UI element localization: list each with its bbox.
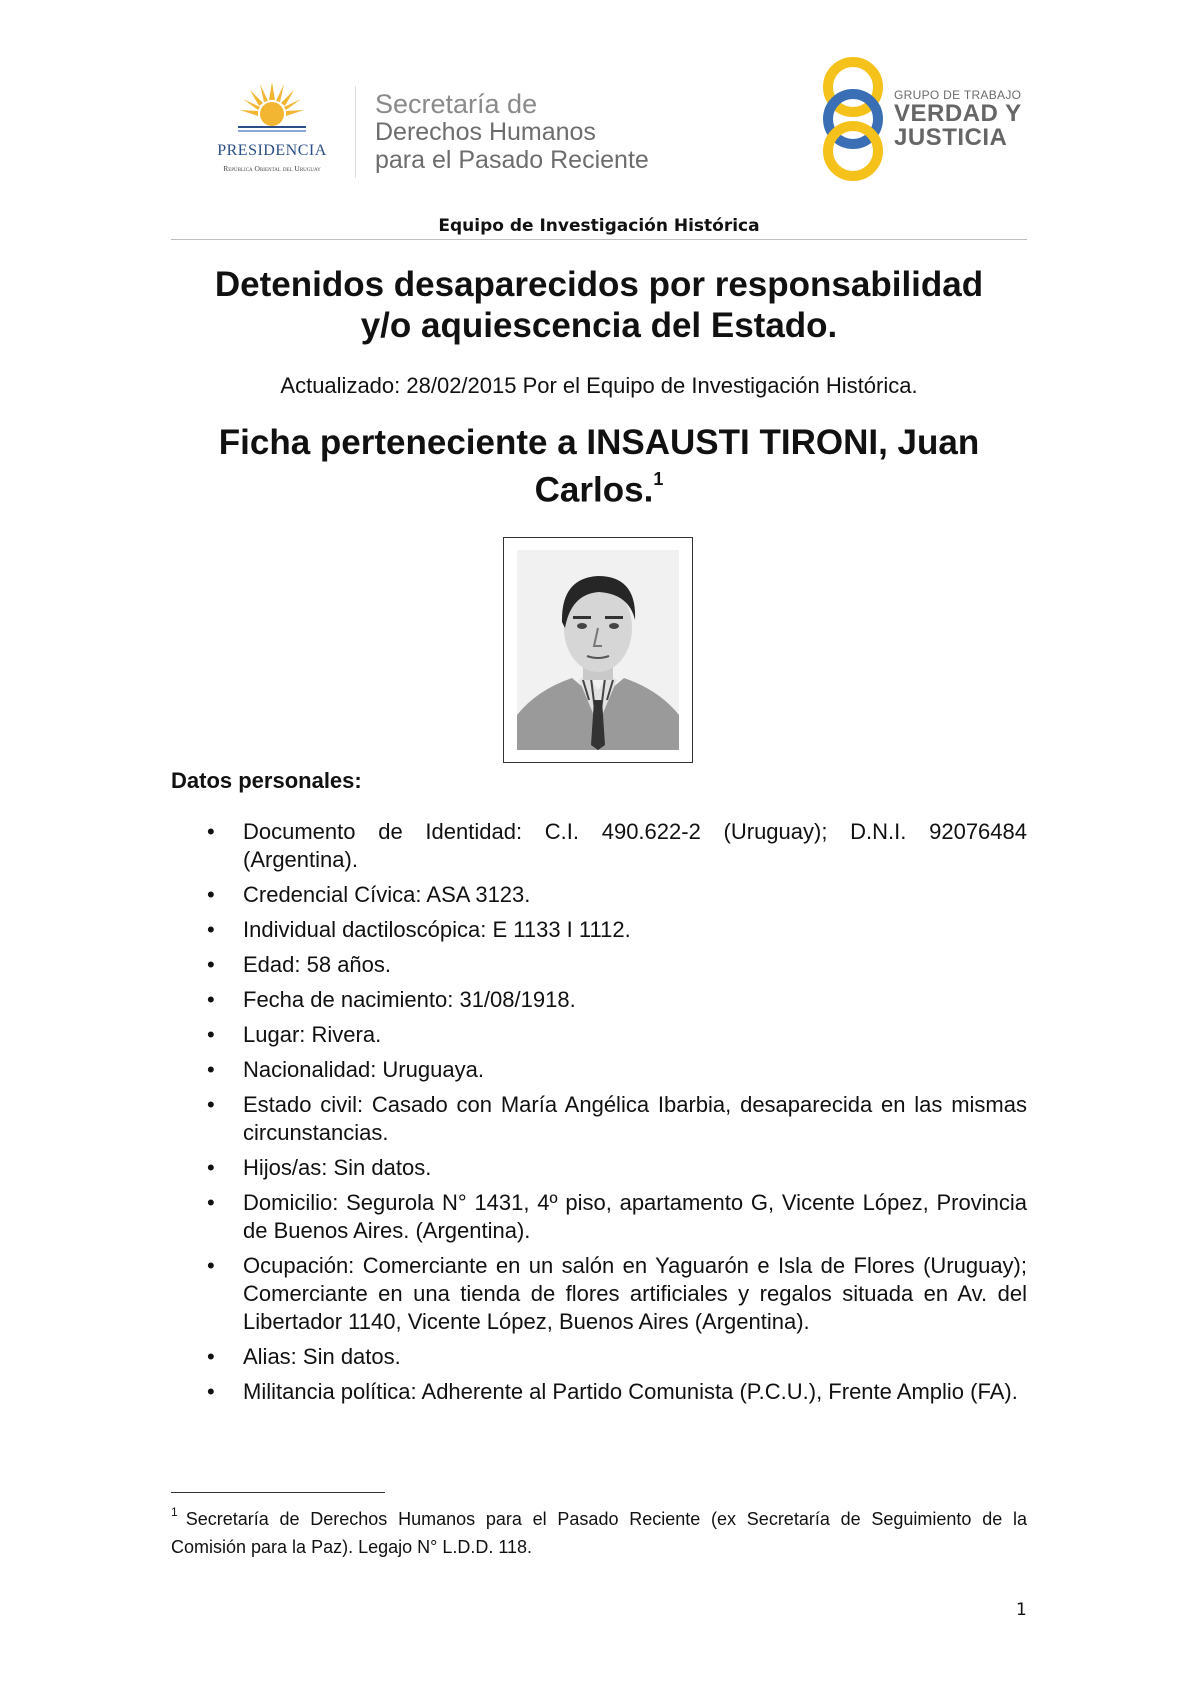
list-item-credencial: • Credencial Cívica: ASA 3123. bbox=[171, 881, 1027, 909]
list-item-lugar: • Lugar: Rivera. bbox=[171, 1021, 1027, 1049]
ficha-title bbox=[171, 422, 1027, 511]
list-item-militancia: • Militancia política: Adherente al Partido Comunista (P.C.U.), Frente Amplio (FA). bbox=[171, 1378, 1027, 1406]
document-title-line-2: y/o aquiescencia del Estado. bbox=[360, 306, 838, 345]
list-item-hijos: • Hijos/as: Sin datos. bbox=[171, 1154, 1027, 1182]
footnote-rule bbox=[171, 1492, 385, 1493]
updated-line: Actualizado: 28/02/2015 Por el Equipo de Investigación Histórica. bbox=[280, 373, 918, 398]
ficha-title-line-1: Ficha perteneciente a INSAUSTI TIRONI, Juan bbox=[218, 423, 980, 462]
sun-icon bbox=[238, 80, 306, 136]
header-rule bbox=[171, 239, 1027, 240]
secretaria-line-2: Derechos Humanos bbox=[375, 118, 596, 146]
vj-grupo-label: GRUPO DE TRABAJO bbox=[894, 88, 1022, 102]
secretaria-line-1: Secretaría de bbox=[375, 89, 538, 119]
list-item-edad: • Edad: 58 años. bbox=[171, 951, 1027, 979]
secretaria-logo-text bbox=[375, 90, 649, 174]
footnote-text: Secretaría de Derechos Humanos para el Pasado Reciente (ex Secretaría de Seguimiento de la Comisión para la Paz). Legajo N° L.D.D. 118. bbox=[171, 1509, 1027, 1557]
document-title-line-1: Detenidos desaparecidos por responsabilidad bbox=[214, 265, 984, 304]
secretaria-line-3: para el Pasado Reciente bbox=[375, 146, 649, 174]
list-item-dactiloscopica: • Individual dactiloscópica: E 1133 I 1112. bbox=[171, 916, 1027, 944]
footnote-number: 1 bbox=[171, 1505, 178, 1519]
footnote-reference[interactable]: 1 bbox=[653, 469, 664, 489]
portrait-photo bbox=[503, 537, 693, 763]
linked-rings-icon bbox=[820, 56, 886, 182]
document-title bbox=[171, 264, 1027, 346]
list-item-documento: • Documento de Identidad: C.I. 490.622-2 (Uruguay); D.N.I. 92076484 (Argentina). bbox=[171, 818, 1027, 874]
verdad-justicia-text bbox=[894, 88, 1022, 150]
logo-divider bbox=[355, 86, 356, 178]
ficha-title-line-2: Carlos. bbox=[534, 470, 654, 510]
presidencia-subtitle: República Oriental del Uruguay bbox=[223, 164, 321, 173]
list-item-estado-civil: • Estado civil: Casado con María Angélica Ibarbia, desaparecida en las mismas circunstancias. bbox=[171, 1091, 1027, 1147]
presidencia-logo bbox=[196, 80, 348, 176]
personal-data-list bbox=[171, 818, 1027, 1413]
page-number: 1 bbox=[1016, 1600, 1027, 1620]
footnote bbox=[171, 1500, 1027, 1561]
portrait-image bbox=[517, 550, 679, 750]
list-item-fecha-nacimiento: • Fecha de nacimiento: 31/08/1918. bbox=[171, 986, 1027, 1014]
list-item-ocupacion: • Ocupación: Comerciante en un salón en Yaguarón e Isla de Flores (Uruguay); Comerciante en una tienda de flores artificiales y regalos situada en Av. del Libertador 1140, Vicente López, Buenos Aires (Argentina). bbox=[171, 1252, 1027, 1336]
list-item-nacionalidad: • Nacionalidad: Uruguaya. bbox=[171, 1056, 1027, 1084]
list-item-domicilio: • Domicilio: Segurola N° 1431, 4º piso, apartamento G, Vicente López, Provincia de Buenos Aires. (Argentina). bbox=[171, 1189, 1027, 1245]
team-header: Equipo de Investigación Histórica bbox=[438, 216, 760, 236]
list-item-alias: • Alias: Sin datos. bbox=[171, 1343, 1027, 1371]
verdad-justicia-logo bbox=[820, 56, 1030, 182]
vj-verdad-label: VERDAD Y bbox=[894, 100, 1022, 127]
vj-justicia-label: JUSTICIA bbox=[894, 124, 1008, 151]
presidencia-label: PRESIDENCIA bbox=[217, 142, 327, 159]
section-heading-personal-data: Datos personales: bbox=[171, 768, 362, 793]
